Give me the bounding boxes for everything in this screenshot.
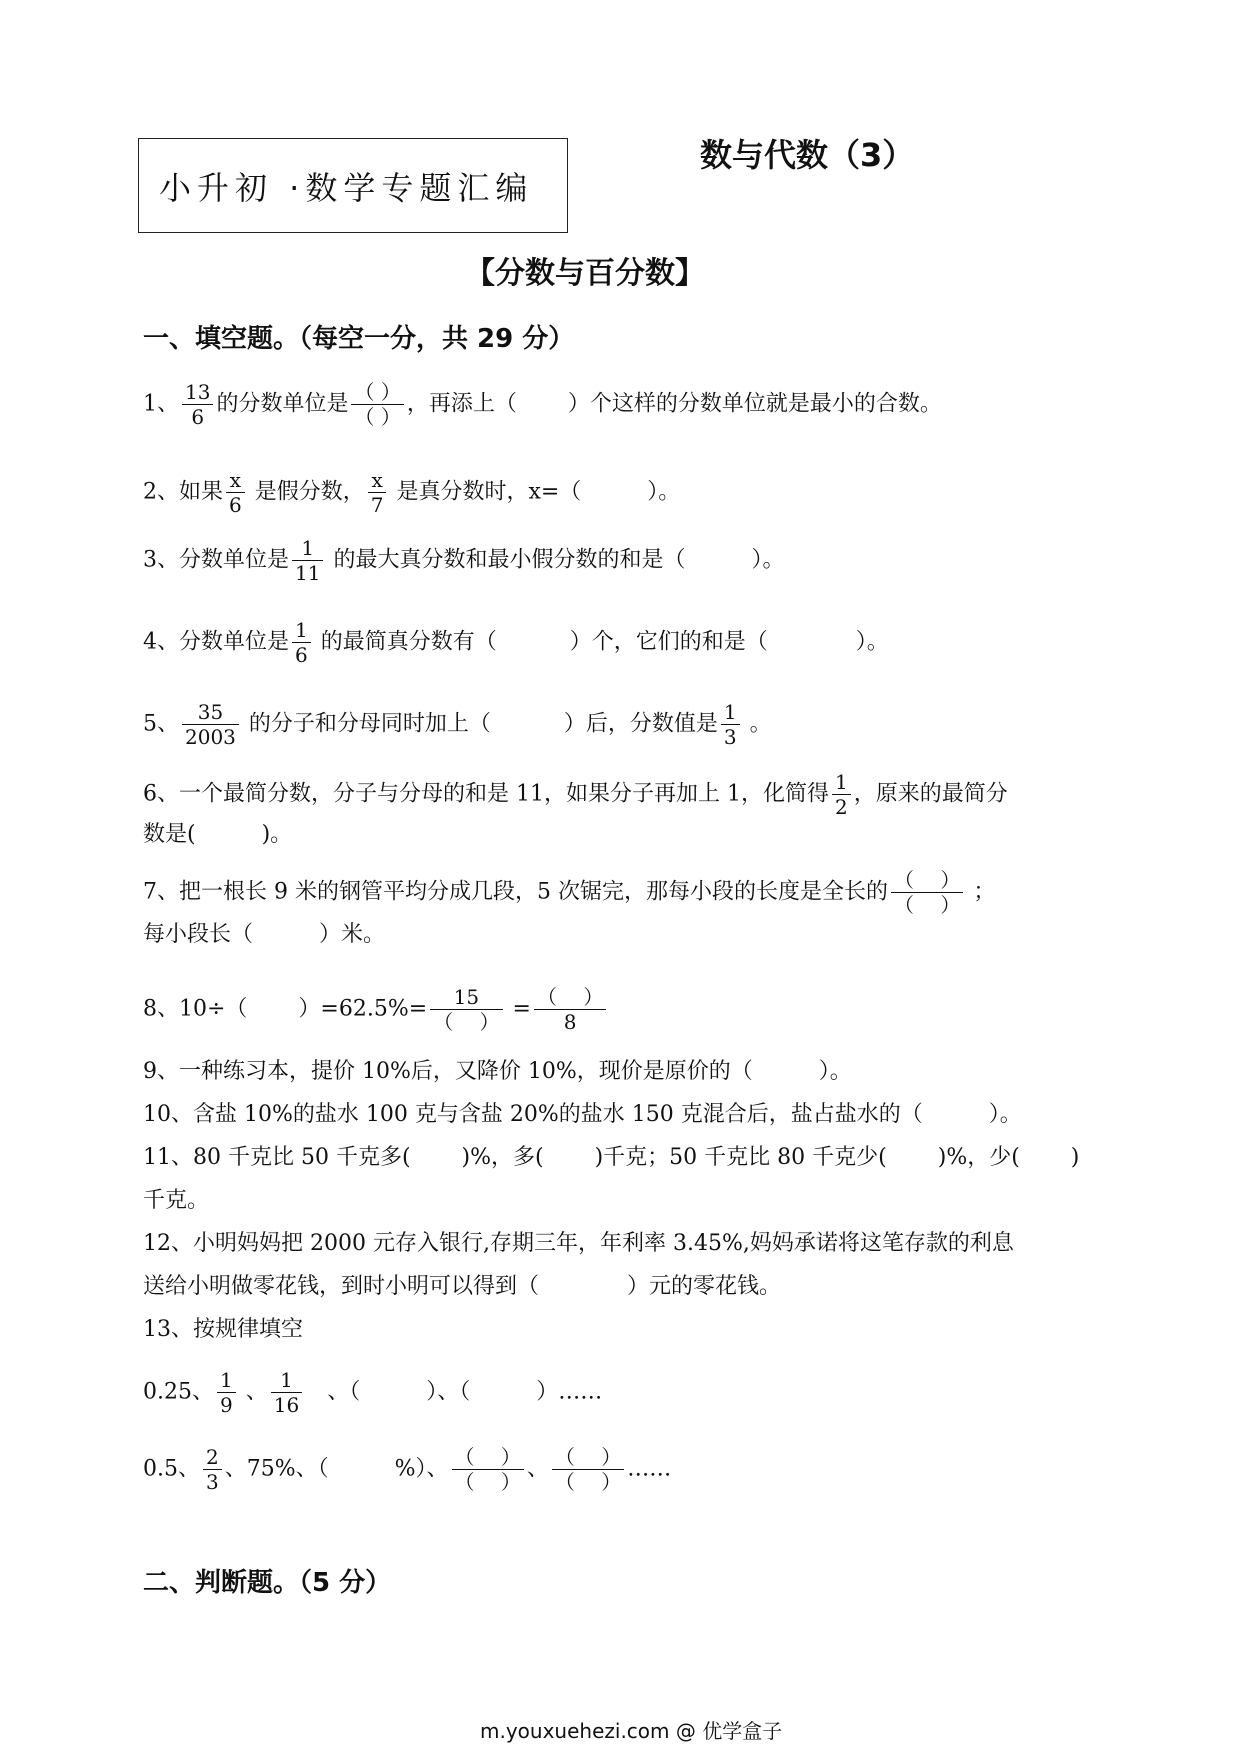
series-box [138,138,568,233]
fraction: $\frac{1}{6}$ [292,618,311,667]
question-4: 4、分数单位是 $\frac{1}{6}$ 的最简真分数有（ ）个，它们的和是（ ）。 [143,618,889,667]
question-9: 9、一种练习本，提价 10%后，又降价 10%，现价是原价的（ ）。 [143,1059,852,1084]
question-3: 3、分数单位是 $\frac{1}{11}$ 的最大真分数和最小假分数的和是（ ）。 [143,536,785,585]
answer-fraction-blank: $\frac{( )}{( )}$ [452,1445,524,1494]
fraction: $\frac{35}{2003}$ [182,700,239,749]
fraction: $\frac{1}{11}$ [292,536,323,585]
question-12-line2: 送给小明做零花钱，到时小明可以得到（ ）元的零花钱。 [143,1274,782,1299]
fraction: $\frac{( )}{8}$ [534,985,606,1034]
question-12: 12、小明妈妈把 2000 元存入银行,存期三年，年利率 3.45%,妈妈承诺将这笔存款的利息 [143,1231,1014,1256]
answer-fraction-blank: $\frac{( )}{( )}$ [891,868,963,917]
question-10: 10、含盐 10%的盐水 100 克与含盐 20%的盐水 150 克混合后，盐占盐水的（ ）。 [143,1102,1022,1127]
question-6: 6、一个最简分数，分子与分母的和是 11，如果分子再加上 1，化简得 $\frac{1}{2}$ ，原来的最简分 [143,770,1008,819]
question-7: 7、把一根长 9 米的钢管平均分成几段，5 次锯完，那每小段的长度是全长的 $\frac{( )}{( )}$ ； [143,868,996,917]
fraction: $\frac{2}{3}$ [203,1445,222,1494]
fraction: $\frac{1}{2}$ [832,770,851,819]
fraction: $\frac{1}{16}$ [271,1368,302,1417]
question-11: 11、80 千克比 50 千克多( )%，多( )千克；50 千克比 80 千克少( )%，少( ) [143,1145,1080,1170]
section-title: 【分数与百分数】 [465,256,705,291]
question-13-title: 13、按规律填空 [143,1317,303,1342]
fraction: $\frac{1}{9}$ [217,1368,236,1417]
footer-watermark: m.youxuehezi.com @ 优学盒子 [480,1719,783,1743]
question-2: 2、如果 $\frac{x}{6}$ 是假分数， $\frac{x}{7}$ 是真分数时，x=（ ）。 [143,468,681,517]
sequence-2: 0.5、 $\frac{2}{3}$ 、75%、（ %）、 $\frac{( )}{( )}$ 、 $\frac{( )}{( )}$ …… [143,1445,672,1494]
question-5: 5、 $\frac{35}{2003}$ 的分子和分母同时加上（ ）后，分数值是 $\frac{1}{3}$ 。 [143,700,772,749]
question-7-line2: 每小段长（ ）米。 [143,922,386,947]
question-8: 8、10÷（ ）=62.5%= $\frac{15}{( )}$ = $\frac{( )}{8}$ [143,985,609,1034]
question-1: 1、 $\frac{13}{6}$ 的分数单位是 $\frac{( )}{( )}$ ，再添上（ ）个这样的分数单位就是最小的合数。 [143,380,942,429]
answer-fraction-blank: $\frac{( )}{( )}$ [351,380,403,429]
fraction: $\frac{x}{6}$ [226,468,245,517]
fraction: $\frac{x}{7}$ [368,468,387,517]
answer-fraction-blank: $\frac{( )}{( )}$ [552,1445,624,1494]
question-6-line2: 数是( )。 [143,822,293,847]
fraction: $\frac{15}{( )}$ [430,985,502,1034]
fraction: $\frac{13}{6}$ [182,380,213,429]
sequence-1: 0.25、 $\frac{1}{9}$ 、 $\frac{1}{16}$ 、（ ）、（ ）…… [143,1368,603,1417]
part1-heading: 一、填空题。（每空一分，共 29 分） [143,324,575,354]
part2-heading: 二、判断题。（5 分） [143,1568,392,1598]
topic-title: 数与代数（3） [700,136,915,174]
fraction: $\frac{1}{3}$ [721,700,740,749]
series-title: 小升初 ·数学专题汇编 [159,169,534,207]
question-11-line2: 千克。 [143,1188,210,1213]
